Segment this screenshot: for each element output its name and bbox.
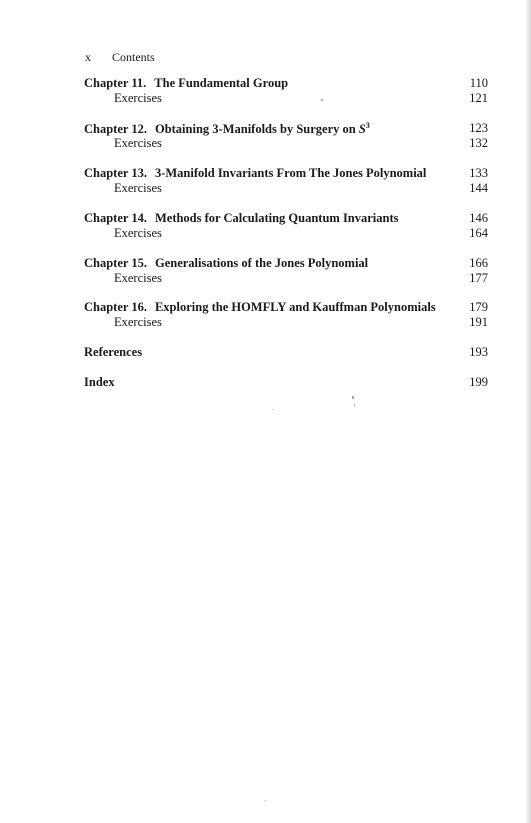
toc-entry-exercises-12[interactable] — [84, 136, 488, 152]
page-number: 179 — [469, 300, 488, 314]
references-label: References — [84, 345, 143, 359]
scan-speck — [272, 409, 274, 410]
chapter-label: Chapter 11. — [84, 76, 147, 90]
page-edge — [526, 0, 531, 823]
page-number: 132 — [469, 136, 488, 150]
index-label: Index — [84, 375, 115, 389]
page-number: 123 — [469, 121, 488, 135]
scan-speck — [264, 800, 267, 801]
page-number: 110 — [469, 76, 488, 90]
chapter-label: Chapter 13. — [84, 166, 147, 180]
chapter-title: 3-Manifold Invariants From The Jones Polynomial — [154, 166, 427, 180]
running-head — [85, 50, 155, 65]
running-head-title: Contents — [112, 50, 155, 64]
page-number: 164 — [469, 226, 488, 240]
toc-entry-chapter-15[interactable] — [84, 256, 488, 272]
toc-entry-index[interactable] — [84, 375, 488, 391]
exercises-label: Exercises — [114, 181, 162, 195]
page-folio: x — [85, 50, 91, 64]
exercises-label: Exercises — [114, 226, 162, 240]
scan-speck — [354, 404, 355, 406]
exercises-label: Exercises — [114, 271, 162, 285]
page-number: 133 — [469, 166, 488, 180]
page-number: 199 — [469, 375, 488, 389]
toc-entry-exercises-11[interactable] — [84, 91, 488, 107]
chapter-label: Chapter 12. — [84, 122, 147, 136]
chapter-label: Chapter 15. — [84, 256, 147, 270]
exercises-label: Exercises — [114, 136, 162, 150]
scan-speck — [321, 99, 323, 101]
page-number: 121 — [469, 91, 488, 105]
chapter-title: Generalisations of the Jones Polynomial — [154, 256, 369, 270]
chapter-label: Chapter 16. — [84, 300, 147, 314]
toc-entry-exercises-14[interactable] — [84, 226, 488, 242]
toc-entry-exercises-13[interactable] — [84, 181, 488, 197]
toc-entry-chapter-11[interactable] — [84, 76, 488, 92]
chapter-title: The Fundamental Group — [154, 76, 289, 90]
page-number: 177 — [469, 271, 488, 285]
chapter-label: Chapter 14. — [84, 211, 147, 225]
page-number: 144 — [469, 181, 488, 195]
chapter-heading — [84, 166, 426, 181]
math-symbol: S — [358, 122, 366, 136]
chapter-heading — [84, 300, 436, 315]
toc-entry-chapter-13[interactable] — [84, 166, 488, 182]
math-superscript: 3 — [365, 121, 370, 130]
toc-entry-exercises-16[interactable] — [84, 315, 488, 331]
chapter-title: Exploring the HOMFLY and Kauffman Polynomials — [154, 300, 436, 314]
page-number: 166 — [469, 256, 488, 270]
chapter-heading — [84, 256, 368, 271]
toc-entry-chapter-12[interactable] — [84, 121, 488, 137]
exercises-label: Exercises — [114, 315, 162, 329]
page-number: 146 — [469, 211, 488, 225]
toc-entry-exercises-15[interactable] — [84, 271, 488, 287]
toc-entry-chapter-16[interactable] — [84, 300, 488, 316]
chapter-title: Methods for Calculating Quantum Invariants — [154, 211, 399, 225]
page-number: 193 — [469, 345, 488, 359]
scan-speck — [352, 396, 354, 399]
chapter-heading — [84, 211, 399, 226]
chapter-title: Obtaining 3-Manifolds by Surgery on — [154, 122, 356, 136]
page-number: 191 — [469, 315, 488, 329]
chapter-heading — [84, 121, 370, 137]
exercises-label: Exercises — [114, 91, 162, 105]
toc-entry-references[interactable] — [84, 345, 488, 361]
chapter-heading — [84, 76, 288, 91]
toc-entry-chapter-14[interactable] — [84, 211, 488, 227]
